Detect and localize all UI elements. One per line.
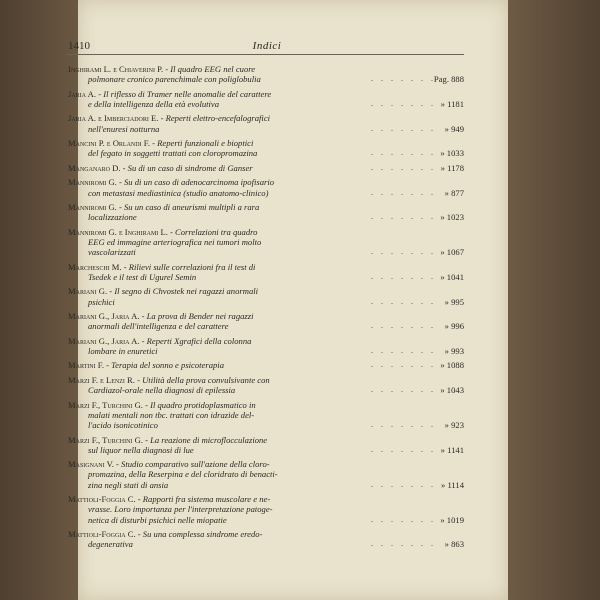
entry-page-ref: » 995 (444, 296, 464, 307)
leader-dots: . . . . . . . (371, 98, 436, 108)
entry-page-ref: » 993 (444, 345, 464, 356)
entry-title-continuation: degenerativa (88, 539, 133, 550)
entry-page-ref: » 863 (444, 539, 464, 550)
entry-page-ref: » 1181 (440, 98, 464, 109)
entry-title: - Reperti funzionali e bioptici (149, 138, 254, 149)
leader-dots: . . . . . . . (371, 296, 436, 306)
entry-author: Mattioli-Foggia C. (68, 529, 136, 540)
entry-page-ref: Pag. 888 (433, 74, 464, 85)
entry-author: Mattioli-Foggia C. (68, 494, 136, 505)
index-entry (68, 360, 464, 370)
leader-dots: . . . . . . . (371, 444, 436, 454)
entry-title-continuation: lombare in enuretici (88, 345, 158, 356)
entry-author: Marzi F. e Lenzi R. (68, 374, 135, 385)
entry-title-continuation: Cardiazol-orale nella diagnosi di epilessia (88, 385, 236, 396)
entry-page-ref: » 1067 (440, 247, 464, 258)
entry-title: - Il quadro EEG nel cuore (163, 64, 256, 74)
entry-author: Jaria A. e Imberciadori E. (68, 113, 159, 124)
entry-title: - Il segno di Chvostek nei ragazzi anormali (107, 286, 259, 297)
index-entry (68, 311, 464, 331)
leader-dots: . . . . . . . (371, 345, 436, 355)
page-number: 1410 (68, 40, 90, 52)
entry-line (68, 89, 464, 99)
entry-author: Mancini P. e Orlandi F. (68, 138, 150, 149)
entry-author: Masignani V. (68, 459, 114, 470)
entry-page-ref: » 1088 (440, 360, 464, 371)
entry-author: Manniromi G. (68, 177, 117, 188)
index-entry (68, 400, 464, 431)
leader-dots: . . . . . . . (371, 321, 436, 331)
leader-dots: . . . . . . . (371, 479, 436, 489)
entry-author: Inghirami L. e Chiaverini P. (68, 64, 164, 74)
entry-title: - Su una complessa sindrome eredo- (135, 529, 263, 540)
entry-author: Manniromi G. e Inghirami L. (68, 226, 168, 237)
background-left (0, 0, 78, 600)
entry-line (68, 435, 464, 445)
entry-author: Mariani G., Jaria A. (68, 335, 140, 346)
index-entry (68, 64, 464, 84)
entry-title: - Studio comparativo sull'azione della cloro- (113, 459, 270, 470)
page-title: Indici (252, 40, 282, 52)
entry-page-ref: » 1041 (440, 271, 464, 282)
index-entry (68, 435, 464, 455)
entry-line (68, 202, 464, 212)
entry-author: Marzi F., Turchini G. (68, 399, 143, 410)
leader-dots: . . . . . . . (371, 212, 436, 222)
index-entry (68, 529, 464, 549)
entry-title-continuation: l'acido isonicotinico (88, 420, 158, 431)
entry-page-ref: » 923 (444, 420, 464, 431)
leader-dots: . . . . . . . (371, 74, 436, 84)
entry-title: - Reperti Xgrafici della colonna (139, 335, 252, 346)
header-rule (66, 54, 464, 55)
entry-author: Mariani G. (68, 286, 108, 297)
entry-line (68, 262, 464, 272)
entry-title-continuation: nell'enuresi notturna (88, 123, 160, 134)
entry-author: Manganaro D. (68, 162, 121, 173)
entry-line (68, 494, 464, 504)
entry-title: - Correlazioni tra quadro (167, 226, 258, 237)
index-entry (68, 113, 464, 133)
entry-page-ref: » 949 (444, 123, 464, 134)
leader-dots: . . . . . . . (371, 271, 436, 281)
entry-title: - Terapia del sonno e psicoterapia (104, 360, 224, 371)
entry-author: Jaria A. (68, 88, 97, 99)
entry-author: Mariani G., Jaria A. (68, 311, 140, 322)
entry-title-continuation: EEG ed immagine arteriografica nei tumori molto (88, 236, 262, 247)
leader-dots: . . . . . . . (371, 385, 436, 395)
entry-line (68, 311, 464, 321)
background-right (508, 0, 600, 600)
leader-dots: . . . . . . . (371, 162, 436, 172)
entry-page-ref: » 1043 (440, 385, 464, 396)
index-entry (68, 286, 464, 306)
index-entry (68, 459, 464, 490)
entry-line (68, 177, 464, 187)
entry-line (68, 529, 464, 539)
entry-line (68, 138, 464, 148)
entry-title: - Utilità della prova convulsivante con (134, 374, 270, 385)
entry-line (68, 336, 464, 346)
entry-title-continuation: e della intelligenza della età evolutiva (88, 98, 220, 109)
entry-page-ref: » 1141 (440, 444, 464, 455)
entry-line (68, 400, 464, 410)
entry-title: - Su un caso di aneurismi multipli a rara (116, 202, 260, 213)
leader-dots: . . . . . . . (371, 123, 436, 133)
entry-line (68, 286, 464, 296)
entry-title: - Il riflesso di Tramer nelle anomalie del carattere (96, 88, 272, 99)
entry-page-ref: » 996 (444, 321, 464, 332)
index-entry (68, 89, 464, 109)
index-entry (68, 202, 464, 222)
entry-title: - Su di un caso di adenocarcinoma ipofisario (116, 177, 275, 188)
leader-dots: . . . . . . . (371, 187, 436, 197)
entry-line (68, 459, 464, 469)
index-entry (68, 262, 464, 282)
leader-dots: . . . . . . . (371, 514, 436, 524)
entry-title: - Reperti elettro-encefalografici (158, 113, 271, 124)
entry-title-continuation: sul liquor nella diagnosi di lue (88, 444, 194, 455)
index-entry (68, 138, 464, 158)
entry-page-ref: » 1178 (440, 162, 464, 173)
index-entry (68, 494, 464, 525)
entry-title-continuation: Tsedek e il test di Ugurel Semin (88, 271, 197, 282)
entry-title: - Rapporti fra sistema muscolare e ne- (135, 494, 271, 505)
entry-title-continuation: netica di disturbi psichici nelle miopatie (88, 514, 227, 525)
entry-author: Marzi F., Turchini G. (68, 434, 143, 445)
leader-dots: . . . . . . . (371, 247, 436, 257)
entry-title-continuation: polmonare cronico parenchimale con poliglobulia (88, 74, 261, 85)
entry-line (68, 227, 464, 237)
leader-dots: . . . . . . . (371, 360, 436, 370)
entry-title-continuation: del fegato in soggetti trattati con cloropromazina (88, 148, 258, 159)
entry-page-ref: » 1019 (440, 514, 464, 525)
entry-title-continuation: promazina, della Reserpina e del cloridrato di benacti- (88, 469, 278, 480)
entry-title-continuation: zina negli stati di ansia (88, 479, 169, 490)
index-entry (68, 375, 464, 395)
entry-author: Martini F. (68, 360, 104, 371)
entry-page-ref: » 877 (444, 187, 464, 198)
entry-title: - La prova di Bender nei ragazzi (139, 311, 254, 322)
leader-dots: . . . . . . . (371, 539, 436, 549)
index-entry (68, 163, 464, 173)
entry-title-continuation: psichici (88, 296, 115, 307)
entry-author: Marcheschi M. (68, 261, 122, 272)
entry-title: - Rilievi sulle correlazioni fra il test di (121, 261, 256, 272)
leader-dots: . . . . . . . (371, 148, 436, 158)
index-entry (68, 227, 464, 258)
entry-title-continuation: localizzazione (88, 212, 137, 223)
entry-title: - La reazione di microflocculazione (142, 434, 268, 445)
entry-title: - Il quadro protidoplasmatico in (142, 399, 256, 410)
entry-page-ref: » 1033 (440, 148, 464, 159)
entry-title-continuation: vrasse. Loro importanza per l'interpretazione patoge- (88, 504, 273, 515)
entry-title-continuation: malati mentali non tbc. trattati con idrazide del- (88, 409, 255, 420)
index-entry (68, 177, 464, 197)
entry-line (68, 64, 464, 74)
leader-dots: . . . . . . . (371, 420, 436, 430)
entry-title-continuation: con metastasi mediastinica (studio anatomo-clinico) (88, 187, 269, 198)
entry-line (68, 113, 464, 123)
index-list (68, 64, 464, 554)
entry-page-ref: » 1114 (441, 479, 464, 490)
index-entry (68, 336, 464, 356)
entry-title: - Su di un caso di sindrome di Ganser (120, 162, 253, 173)
entry-line (68, 375, 464, 385)
entry-author: Manniromi G. (68, 202, 117, 213)
entry-title-continuation: vascolarizzati (88, 247, 136, 258)
entry-title-continuation: anormali dell'intelligenza e del carattere (88, 321, 229, 332)
entry-page-ref: » 1023 (440, 212, 464, 223)
